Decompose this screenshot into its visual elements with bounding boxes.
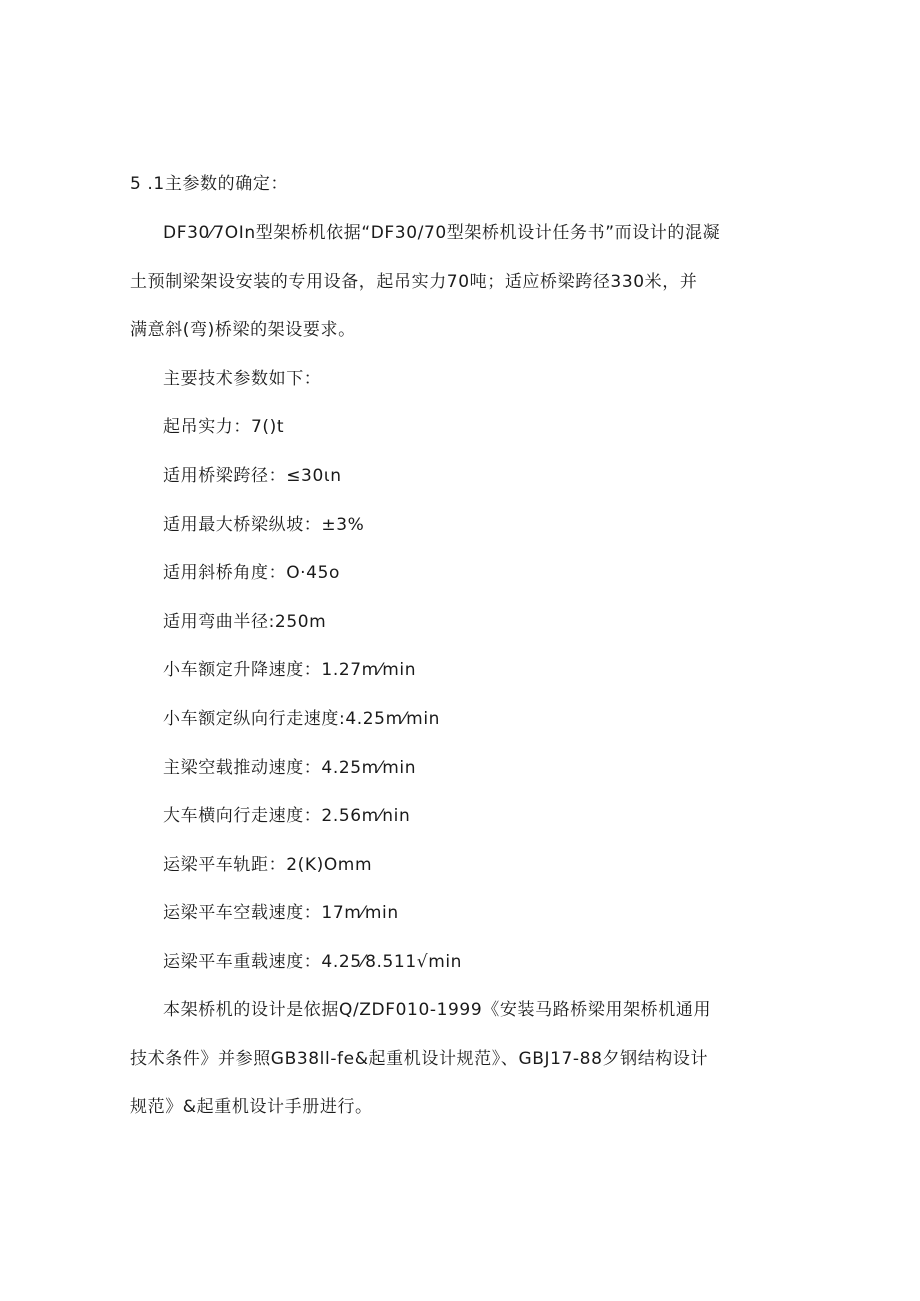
param-line: 大车横向行走速度：2.56m⁄nin (163, 806, 411, 826)
param-line: 适用弯曲半径:250m (163, 612, 327, 632)
section-heading: 5 .1主参数的确定： (130, 174, 289, 194)
closing-line-1: 本架桥机的设计是依据Q/ZDF010-1999《安装马路桥梁用架桥机通用 (163, 1000, 712, 1020)
closing-line-2: 技术条件》并参照GB38ll-fe&起重机设计规范》、GBJ17-88夕钢结构设计 (130, 1049, 709, 1069)
param-line: 适用斜桥角度：O·45o (163, 563, 341, 583)
param-line: 适用桥梁跨径：≤30ιn (163, 466, 342, 486)
closing-line-3: 规范》&起重机设计手册进行。 (130, 1097, 373, 1117)
params-title: 主要技术参数如下： (163, 369, 322, 389)
param-line: 小车额定升降速度：1.27m⁄min (163, 660, 417, 680)
param-line: 起吊实力：7()t (163, 417, 285, 437)
param-line: 适用最大桥梁纵坡：±3% (163, 515, 365, 535)
intro-line-2: 土预制梁架设安装的专用设备，起吊实力70吨；适应桥梁跨径330米，并 (130, 272, 698, 292)
intro-line-3: 满意斜(弯)桥梁的架设要求。 (130, 320, 356, 340)
param-line: 主梁空载推动速度：4.25m⁄min (163, 758, 417, 778)
param-line: 运梁平车空载速度：17m⁄min (163, 903, 399, 923)
param-line: 运梁平车重载速度：4.25⁄8.511√min (163, 952, 463, 972)
intro-line-1: DF30⁄7OIn型架桥机依据“DF30/70型架桥机设计任务书”而设计的混凝 (163, 223, 721, 243)
param-line: 小车额定纵向行走速度:4.25m⁄min (163, 709, 441, 729)
param-line: 运梁平车轨距：2(K)Omm (163, 855, 373, 875)
